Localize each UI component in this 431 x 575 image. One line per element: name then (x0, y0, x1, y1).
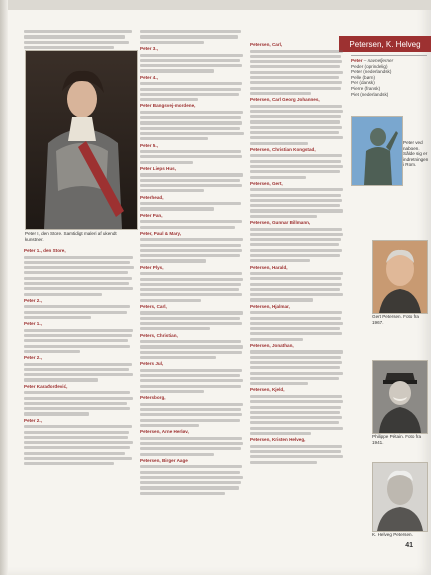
headword: Petersen, Gert, (250, 180, 283, 186)
sidebar-item: Pierre (fransk) (351, 85, 381, 91)
name-sidebar: Peter – navnefjerner Peder (oprindelig) Peter (nederlandsk) Pelle (børn) Per (dansk) Pierre (fransk) Piet (nederlandsk) (351, 55, 427, 100)
headword: Peter 2., (24, 297, 42, 303)
headword: Petersen, Kristen Helveg, (250, 437, 306, 443)
philippe-petain-image (373, 361, 427, 433)
column-2 (140, 28, 246, 558)
caption-philippe-petain: Philippe Pétain. Foto fra 1941. (372, 434, 422, 445)
headword: Peters Jul, (140, 361, 164, 367)
running-header (339, 36, 431, 52)
sidebar-sub: navnefjerner (367, 58, 394, 63)
headword: Peter 1., (24, 321, 42, 327)
headword: Petersen, Hjalmar, (250, 303, 290, 309)
philippe-petain-photo (372, 360, 428, 434)
running-header-title: Petersen, K. Helveg (349, 39, 421, 49)
headword: Peter Bangsvej-mordene, (140, 103, 196, 109)
headword: Petersen, Christian Kongstad, (250, 146, 316, 152)
sidebar-label: Peter (351, 58, 363, 63)
headword: Petersborg, (140, 395, 166, 401)
headword: Peter 3., (140, 46, 158, 52)
sidebar-item: Peter (nederlandsk) (351, 69, 392, 75)
headword: Peter, Paul & Mary, (140, 230, 182, 236)
column-1-lower (24, 248, 136, 548)
book-spine (0, 0, 8, 575)
helveg-petersen-image (373, 463, 427, 531)
top-edge (0, 0, 431, 10)
gert-petersen-image (373, 241, 427, 313)
headword: Peter 1., den Store, (24, 248, 66, 253)
headword: Peters, Christian, (140, 332, 178, 338)
helveg-petersen-photo (372, 462, 428, 532)
headword: Petersen, Arne Herløv, (140, 429, 189, 435)
headword: Peters, Carl, (140, 303, 167, 309)
headword: Petersen, Kjeld, (250, 387, 285, 393)
headword: Petersen, Carl, (250, 42, 283, 47)
headword: Petersen, Harald, (250, 264, 288, 270)
headword: Peter Lieps Hus, (140, 165, 176, 171)
caption-gert-petersen: Gert Petersen. Foto fra 1967. (372, 314, 419, 325)
headword: Peter Pan, (140, 212, 163, 218)
sidebar-item: Per (dansk) (351, 80, 375, 86)
caption-statue: Peter ved naboen. Sålde sig er indretningen i Rom. (403, 140, 429, 167)
headword: Peter Plys, (140, 264, 164, 270)
headword: Peter 4., (140, 74, 158, 80)
headword: Peterhead, (140, 194, 164, 200)
portrait-peter-the-great (25, 50, 138, 230)
statue-photo (351, 116, 403, 186)
caption-helveg-petersen: K. Helveg Petersen. (372, 532, 413, 537)
headword: Petersen, Carl Georg Johannes, (250, 97, 320, 103)
sidebar-item: Pelle (børn) (351, 74, 375, 80)
caption-peter-the-great: Peter I, den Store. Samtidigt maleri af ukendt kunstner. (25, 231, 117, 242)
page-number: 41 (405, 542, 413, 549)
headword: Petersen, Gunnar Billmann, (250, 220, 311, 225)
headword: Petersen, Birger Aage (140, 457, 188, 463)
headword: Peter Karađorđević, (24, 383, 68, 389)
sidebar-item: Peder (oprindelig) (351, 63, 388, 69)
portrait-image (26, 51, 137, 229)
column-3 (250, 42, 346, 572)
headword: Peter 5., (140, 142, 158, 148)
headword: Peter 2., (24, 417, 42, 423)
sidebar-item: Piet (nederlandsk) (351, 91, 389, 97)
statue-image (352, 117, 402, 185)
headword: Petersen, Jonathan, (250, 342, 294, 348)
gert-petersen-photo (372, 240, 428, 314)
headword: Peter 2., (24, 355, 42, 361)
